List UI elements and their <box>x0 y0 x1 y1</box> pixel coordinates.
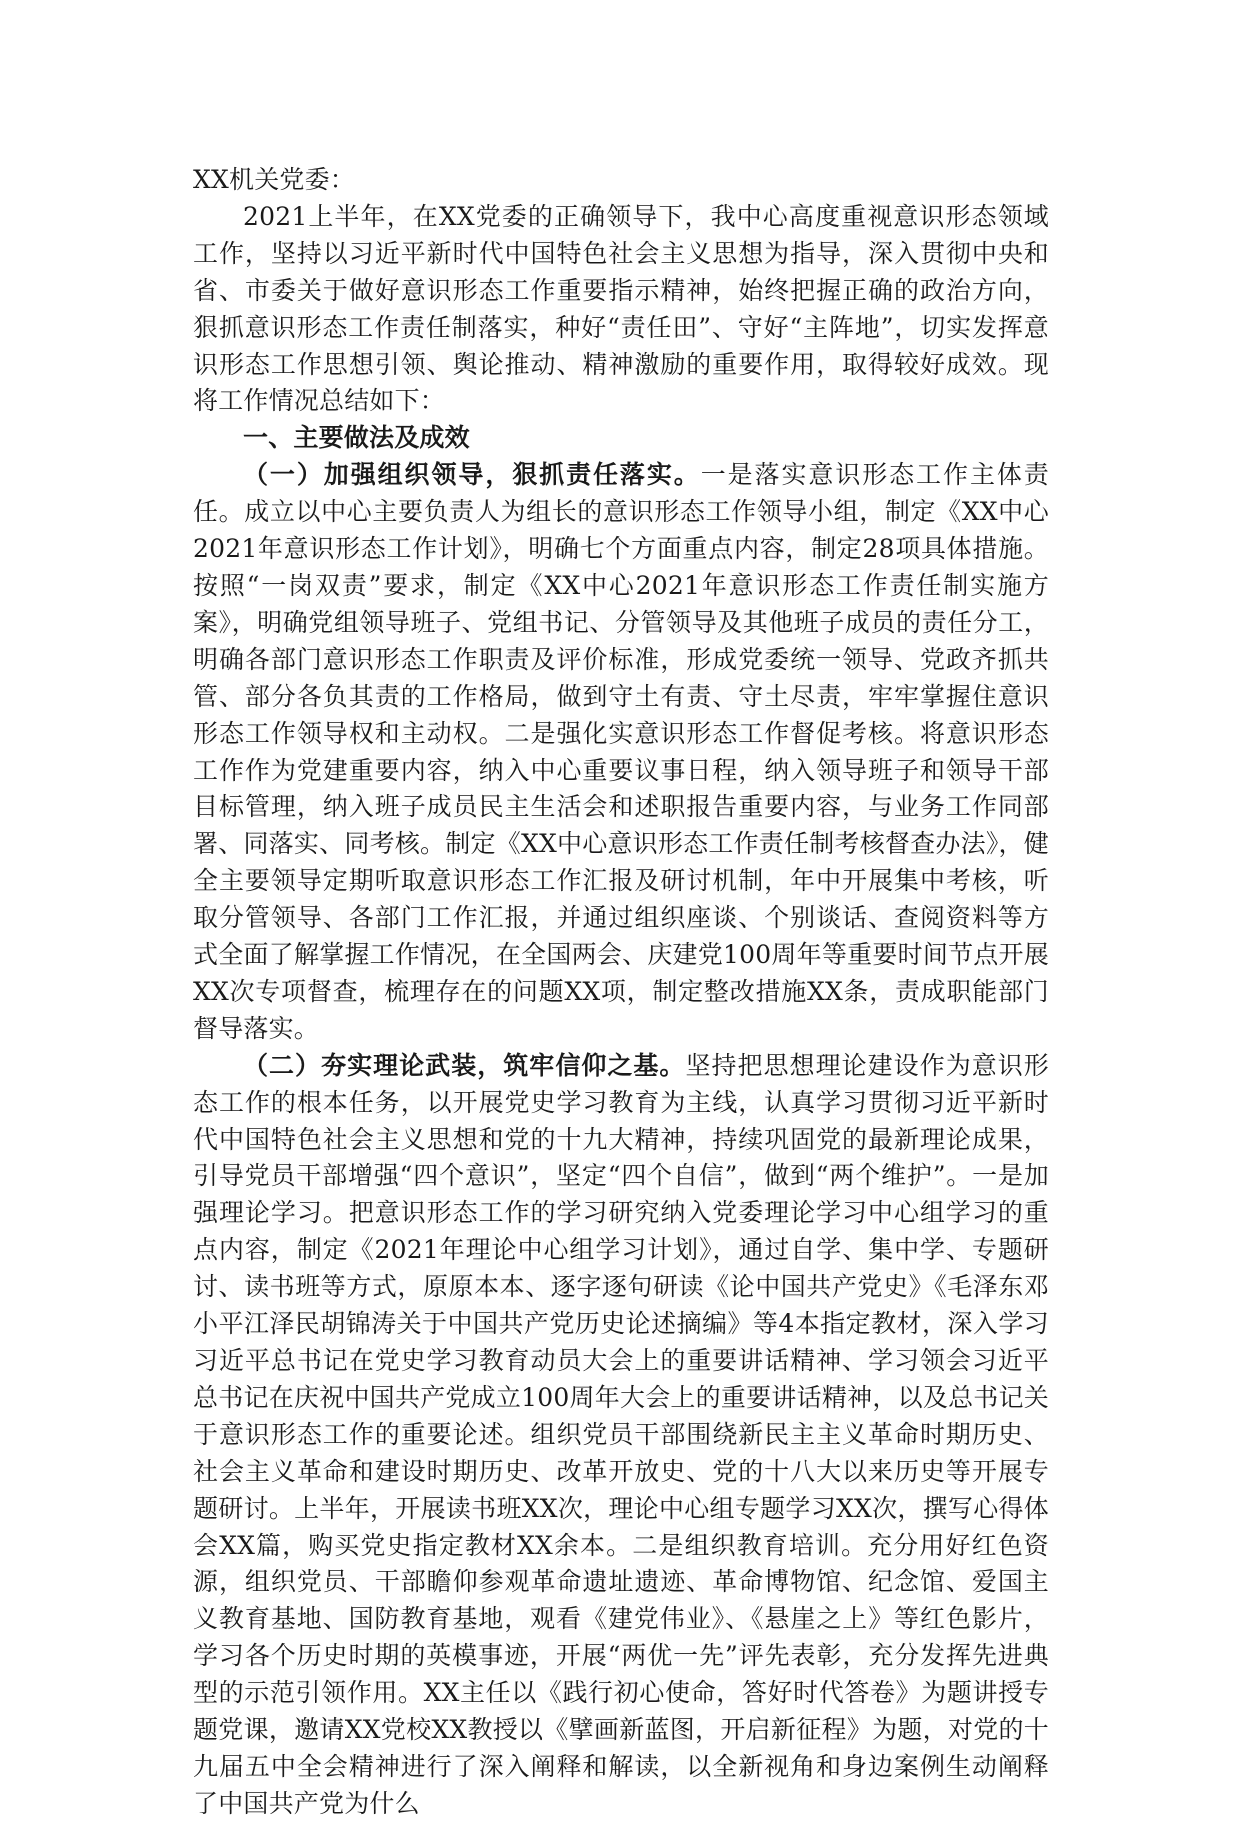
item2-heading: （二）夯实理论武装，筑牢信仰之基。 <box>243 1050 686 1080</box>
item2-paragraph <box>193 1048 1049 1823</box>
salutation: XX机关党委： <box>193 165 355 194</box>
item2-body: 坚持把思想理论建设作为意识形态工作的根本任务，以开展党史学习教育为主线，认真学习贯彻习近平新时代中国特色社会主义思想和党的十九大精神，持续巩固党的最新理论成果，引导党员干部增强“四个意识”，坚定“四个自信”，做到“两个维护”。一是加强理论学习。把意识形态工作的学习研究纳入党委理论学习中心组学习的重点内容，制定《2021年理论中心组学习计划》，通过自学、集中学、专题研讨、读书班等方式，原原本本、逐字逐句研读《论中国共产党史》《毛泽东邓小平江泽民胡锦涛关于中国共产党历史论述摘编》等4本指定教材，深入学习习近平总书记在党史学习教育动员大会上的重要讲话精神、学习领会习近平总书记在庆祝中国共产党成立100周年大会上的重要讲话精神，以及总书记关于意识形态工作的重要论述。组织党员干部围绕新民主主义革命时期历史、社会主义革命和建设时期历史、改革开放史、党的十八大以来历史等开展专题研讨。上半年，开展读书班XX次，理论中心组专题学习XX次，撰写心得体会XX篇，购买党史指定教材XX余本。二是组织教育培训。充分用好红色资源，组织党员、干部瞻仰参观革命遗址遗迹、革命博物馆、纪念馆、爱国主义教育基地、国防教育基地，观看《建党伟业》、《悬崖之上》等红色影片，学习各个历史时期的英模事迹，开展“两优一先”评先表彰，充分发挥先进典型的示范引领作用。XX主任以《践行初心使命，答好时代答卷》为题讲授专题党课，邀请XX党校XX教授以《擘画新蓝图，开启新征程》为题，对党的十九届五中全会精神进行了深入阐释和解读，以全新视角和身边案例生动阐释了中国共产党为什么 <box>193 1050 1049 1818</box>
document-page <box>193 162 1049 1823</box>
intro-paragraph: 2021上半年，在XX党委的正确领导下，我中心高度重视意识形态领域工作，坚持以习近平新时代中国特色社会主义思想为指导，深入贯彻中央和省、市委关于做好意识形态工作重要指示精神，始终把握正确的政治方向，狠抓意识形态工作责任制落实，种好“责任田”、守好“主阵地”，切实发挥意识形态工作思想引领、舆论推动、精神激励的重要作用，取得较好成效。现将工作情况总结如下： <box>193 201 1049 416</box>
item1-body: 一是落实意识形态工作主体责任。成立以中心主要负责人为组长的意识形态工作领导小组，制定《XX中心2021年意识形态工作计划》，明确七个方面重点内容，制定28项具体措施。按照“一岗双责”要求，制定《XX中心2021年意识形态工作责任制实施方案》，明确党组领导班子、党组书记、分管领导及其他班子成员的责任分工，明确各部门意识形态工作职责及评价标准，形成党委统一领导、党政齐抓共管、部分各负其责的工作格局，做到守土有责、守土尽责，牢牢掌握住意识形态工作领导权和主动权。二是强化实意识形态工作督促考核。将意识形态工作作为党建重要内容，纳入中心重要议事日程，纳入领导班子和领导干部目标管理，纳入班子成员民主生活会和述职报告重要内容，与业务工作同部署、同落实、同考核。制定《XX中心意识形态工作责任制考核督查办法》，健全主要领导定期听取意识形态工作汇报及研讨机制，年中开展集中考核，听取分管领导、各部门工作汇报，并通过组织座谈、个别谈话、查阅资料等方式全面了解掌握工作情况，在全国两会、庆建党100周年等重要时间节点开展XX次专项督查，梳理存在的问题XX项，制定整改措施XX条，责成职能部门督导落实。 <box>193 460 1049 1043</box>
item1-heading: （一）加强组织领导，狠抓责任落实。 <box>243 460 701 490</box>
item1-paragraph <box>193 457 1049 1048</box>
section-heading: 一、主要做法及成效 <box>243 423 470 453</box>
